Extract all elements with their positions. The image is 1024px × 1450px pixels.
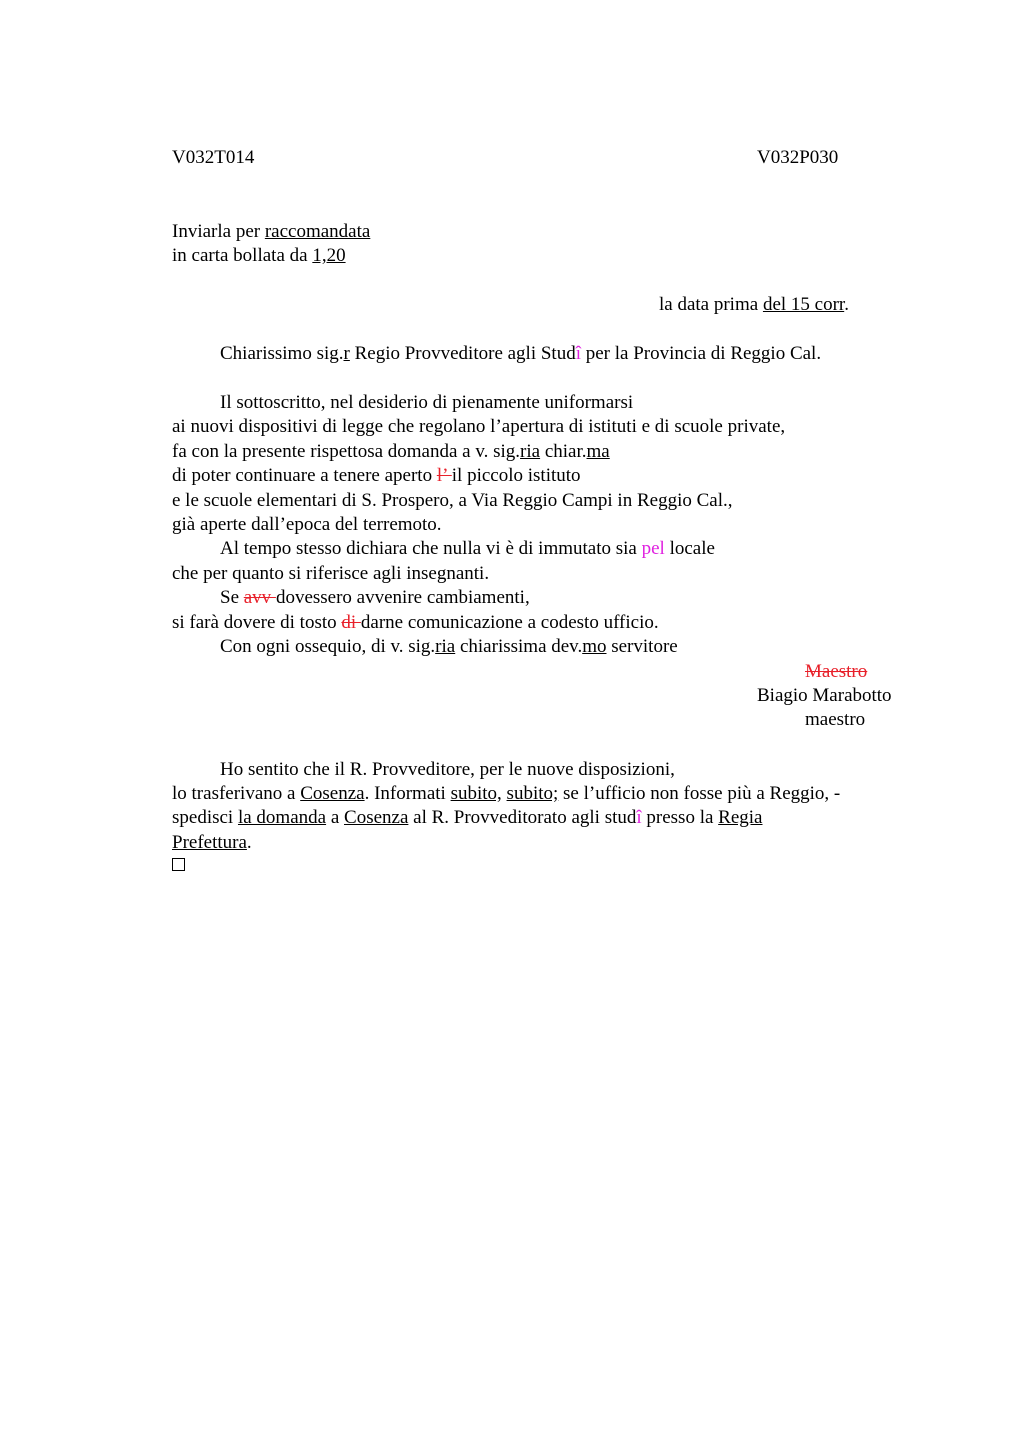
right-code: V032P030 [757, 147, 839, 168]
body-underlined: mo [582, 636, 607, 657]
postscript-underlined: la domanda [237, 807, 327, 828]
postscript-text: a [326, 807, 345, 828]
signature-deleted-text: Maestro [805, 661, 868, 682]
body-text: Il sottoscritto, nel desiderio di pienamente uniformarsi [220, 392, 634, 413]
note-text: in carta bollata da [172, 245, 313, 266]
body-line [220, 391, 633, 415]
salutation [220, 342, 821, 366]
postscript-underlined: Regia [718, 807, 763, 828]
postscript-underlined: Cosenza [300, 783, 365, 804]
body-text: che per quanto si riferisce agli insegnanti. [172, 563, 490, 584]
body-text: ai nuovi dispositivi di legge che regolano l’apertura di istituti e di scuole private, [172, 416, 786, 437]
body-text: il piccolo istituto [451, 465, 581, 486]
postscript-text: . Informati [364, 783, 451, 804]
date-text: . [844, 294, 849, 315]
left-code: V032T014 [172, 147, 255, 168]
postscript-underlined: Cosenza [344, 807, 409, 828]
body-deleted: l’ [436, 465, 452, 486]
body-text: già aperte dall’epoca del terremoto. [172, 514, 442, 535]
body-text: chiar. [540, 441, 587, 462]
postscript-line [172, 831, 252, 855]
signature-deleted [805, 660, 867, 684]
date-text: la data prima [659, 294, 763, 315]
date-underlined: del 15 corr [762, 294, 845, 315]
body-highlight: pel [641, 538, 665, 559]
salutation-text: per la Provincia di Reggio Cal. [581, 343, 822, 364]
body-text: Con ogni ossequio, di v. sig. [220, 636, 436, 657]
postscript-line [220, 758, 675, 782]
body-line [172, 415, 785, 439]
body-text: dovessero avvenire cambiamenti, [275, 587, 530, 608]
signature-title-text: maestro [805, 709, 866, 730]
body-text: Al tempo stesso dichiara che nulla vi è di immutato sia [220, 538, 642, 559]
body-deleted: di [341, 612, 361, 633]
salutation-text: Regio Provveditore agli Stud [349, 343, 576, 364]
body-text: Se [220, 587, 244, 608]
body-line [172, 562, 489, 586]
note-line-2 [172, 244, 346, 268]
postscript-text: al R. Provveditorato agli stud [408, 807, 637, 828]
body-line [172, 464, 581, 488]
salutation-underlined: r [343, 343, 350, 364]
signature-title [805, 708, 865, 732]
body-line [220, 537, 715, 561]
signature-name [757, 684, 892, 708]
body-text: chiarissima dev. [455, 636, 583, 657]
note-text: Inviarla per [172, 221, 265, 242]
document-code-left [172, 146, 254, 170]
postscript-line [172, 782, 840, 806]
postscript-line [172, 806, 763, 830]
body-line [172, 440, 610, 464]
note-underlined: 1,20 [312, 245, 346, 266]
postscript-underlined: subito, [450, 783, 502, 804]
postscript-text: spedisci [172, 807, 238, 828]
body-text: fa con la presente rispettosa domanda a v. sig. [172, 441, 521, 462]
empty-square-icon [172, 858, 185, 871]
body-text: e le scuole elementari di S. Prospero, a Via Reggio Campi in Reggio Cal., [172, 490, 733, 511]
document-code-right [757, 146, 838, 170]
body-line [172, 489, 732, 513]
body-text: di poter continuare a tenere aperto [172, 465, 437, 486]
body-line [172, 513, 442, 537]
postscript-text: presso la [641, 807, 719, 828]
body-line [220, 635, 678, 659]
note-line-1 [172, 220, 370, 244]
body-text: servitore [606, 636, 678, 657]
postscript-text: se l’ufficio non fosse più a Reggio, - [558, 783, 841, 804]
postscript-highlight: î [636, 807, 642, 828]
postscript-text: lo trasferivano a [172, 783, 301, 804]
postscript-text: Ho sentito che il R. Provveditore, per le nuove disposizioni, [220, 759, 675, 780]
note-underlined: raccomandata [264, 221, 371, 242]
date-line [659, 293, 849, 317]
postscript-underlined: Prefettura [172, 832, 247, 853]
postscript-text: . [246, 832, 252, 853]
body-text: si farà dovere di tosto [172, 612, 342, 633]
body-text: darne comunicazione a codesto ufficio. [360, 612, 659, 633]
body-underlined: ria [435, 636, 456, 657]
body-deleted: avv [243, 587, 276, 608]
body-line [220, 586, 530, 610]
salutation-text: Chiarissimo sig. [220, 343, 344, 364]
postscript-underlined: subito; [506, 783, 559, 804]
body-underlined: ria [520, 441, 541, 462]
body-line [172, 611, 659, 635]
body-text: locale [664, 538, 715, 559]
salutation-highlight: î [575, 343, 581, 364]
body-underlined: ma [586, 441, 610, 462]
signature-name-text: Biagio Marabotto [757, 685, 892, 706]
